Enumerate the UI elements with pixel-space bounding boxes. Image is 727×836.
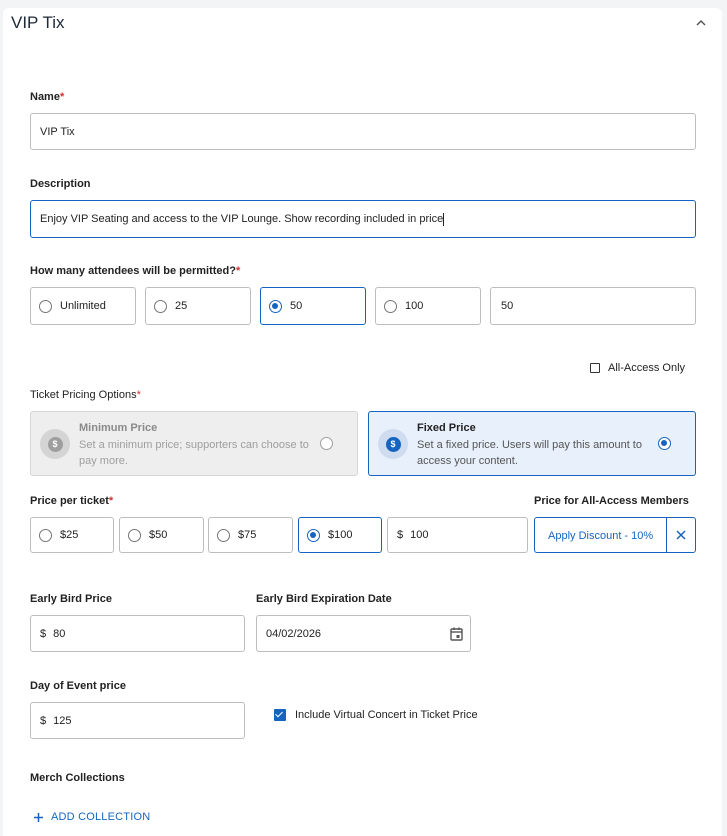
radio-icon [217,529,230,542]
apply-discount-button[interactable]: Apply Discount - 10% [534,517,696,553]
radio-icon [39,529,52,542]
price-option-25[interactable]: $25 [30,517,114,553]
pricing-option-fixed[interactable]: $ Fixed Price Set a fixed price. Users will pay this amount to access your content. [368,411,696,476]
radio-selected-icon [307,529,320,542]
early-bird-label: Early Bird Price [30,593,112,605]
text-cursor [443,213,444,226]
include-virtual-checkbox[interactable]: Include Virtual Concert in Ticket Price [274,709,478,721]
radio-selected-icon [269,300,282,313]
radio-icon [154,300,167,313]
price-option-100[interactable]: $100 [298,517,382,553]
name-label: Name* [30,91,65,103]
all-access-only-checkbox[interactable]: All-Access Only [590,362,685,374]
dollar-icon: $ [378,429,408,459]
price-per-ticket-label: Price per ticket* [30,495,114,507]
dollar-icon: $ [40,429,70,459]
radio-icon [128,529,141,542]
attendees-option-25[interactable]: 25 [145,287,251,325]
add-collection-button[interactable]: ADD COLLECTION [33,811,150,823]
price-option-75[interactable]: $75 [208,517,293,553]
section-title: VIP Tix [11,13,65,32]
price-option-50[interactable]: $50 [119,517,204,553]
merch-label: Merch Collections [30,772,125,784]
attendees-option-unlimited[interactable]: Unlimited [30,287,136,325]
early-bird-expiration-input[interactable]: 04/02/2026 [256,615,471,652]
plus-icon [33,812,44,823]
attendees-custom-input[interactable]: 50 [490,287,696,325]
day-of-event-label: Day of Event price [30,680,126,692]
attendees-option-100[interactable]: 100 [375,287,481,325]
chevron-up-icon[interactable] [694,16,708,30]
pricing-option-minimum[interactable]: $ Minimum Price Set a minimum price; supporters can choose to pay more. [30,411,358,476]
close-icon[interactable] [666,518,695,552]
early-bird-expiration-label: Early Bird Expiration Date [256,593,392,605]
attendees-option-50[interactable]: 50 [260,287,366,325]
calendar-icon[interactable] [450,627,463,641]
attendees-label: How many attendees will be permitted?* [30,265,241,277]
pricing-options-label: Ticket Pricing Options* [30,389,141,401]
radio-icon [39,300,52,313]
description-label: Description [30,178,91,190]
early-bird-input[interactable]: $ 80 [30,615,245,652]
radio-selected-icon [658,437,671,450]
name-input[interactable]: VIP Tix [30,113,696,150]
description-input[interactable]: Enjoy VIP Seating and access to the VIP Lounge. Show recording included in price [30,200,696,238]
all-access-price-label: Price for All-Access Members [534,495,689,507]
checkbox-icon [590,363,600,373]
day-of-event-input[interactable]: $ 125 [30,702,245,739]
radio-icon [384,300,397,313]
radio-icon [320,437,333,450]
price-custom-input[interactable]: $ 100 [387,517,528,553]
checkbox-checked-icon [274,709,286,721]
